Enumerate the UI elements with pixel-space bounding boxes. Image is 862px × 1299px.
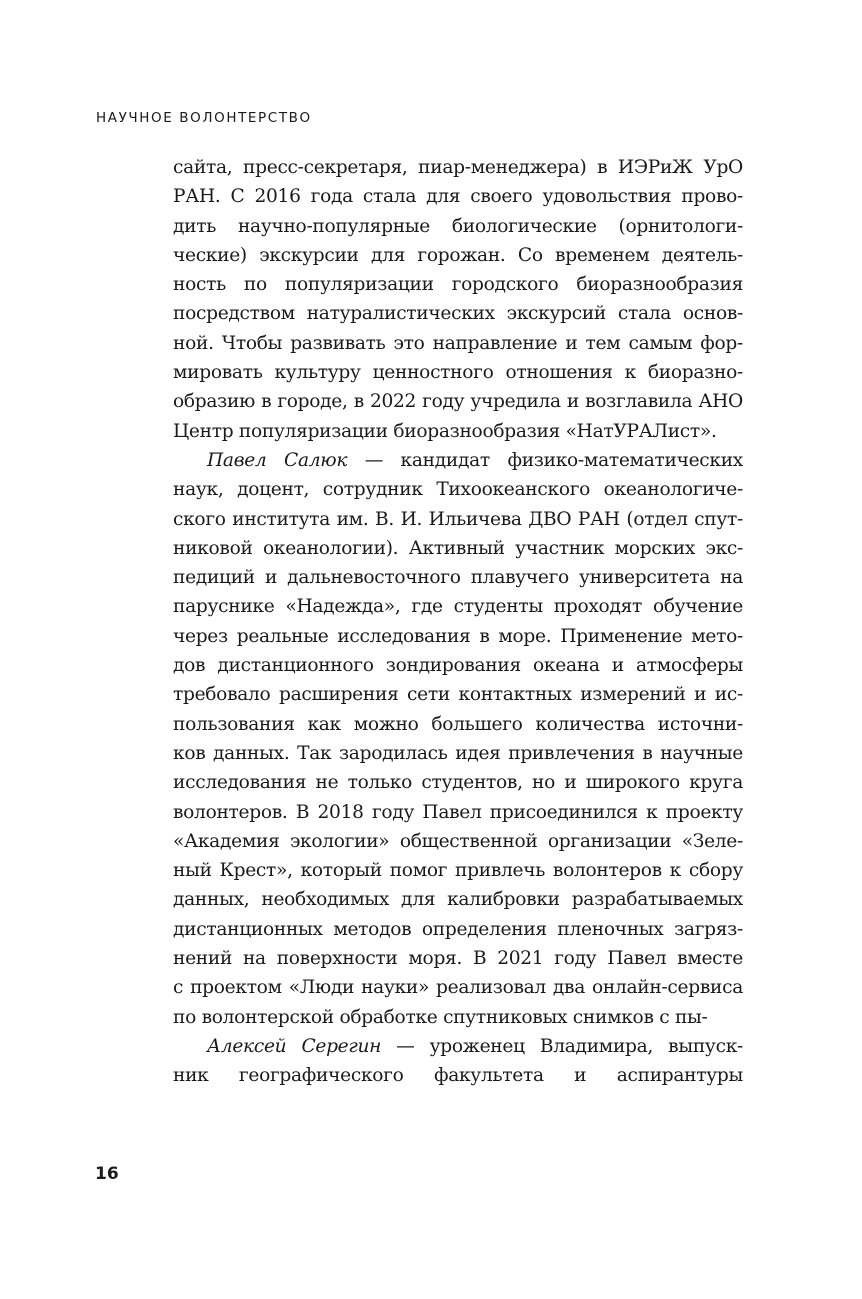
author-name: Павел Салюк [207, 449, 348, 471]
author-name: Алексей Серегин [207, 1035, 382, 1057]
text-line: нений на поверхности моря. В 2021 году Павел вместе [173, 948, 743, 970]
text-line: волонтеров. В 2018 году Павел присоединился к проекту [173, 801, 743, 823]
text-line: никовой океанологии). Активный участник морских экс- [173, 537, 743, 559]
page-number: 16 [95, 1164, 119, 1184]
text-fragment: — уроженец Владимира, выпуск- [381, 1035, 743, 1057]
text-line: ков данных. Так зародилась идея привлечения в научные [173, 742, 743, 764]
text-line: пользования как можно большего количества источни- [173, 713, 743, 735]
text-line: по волонтерской обработке спутниковых снимков с пы- [173, 1006, 708, 1028]
text-line: наук, доцент, сотрудник Тихоокеанского океанологиче- [173, 479, 743, 501]
text-line: ный Крест», который помог привлечь волонтеров к сбору [173, 860, 743, 882]
text-line: с проектом «Люди науки» реализовал два онлайн-сервиса [173, 977, 743, 999]
body-text [173, 153, 743, 1091]
text-line: исследования не только студентов, но и широкого круга [173, 772, 743, 794]
text-line: посредством натуралистических экскурсий стала основ- [173, 303, 743, 325]
text-line: дить научно-популярные биологические (орнитологи- [173, 215, 743, 237]
text-line: паруснике «Надежда», где студенты проходят обучение [173, 596, 743, 618]
paragraph-first-line [173, 446, 743, 475]
text-line: ной. Чтобы развивать это направление и тем самым фор- [173, 332, 743, 354]
text-line: данных, необходимых для калибровки разрабатываемых [173, 889, 743, 911]
text-line: РАН. С 2016 года стала для своего удовольствия прово- [173, 186, 743, 208]
text-line: «Академия экологии» общественной организации «Зеле- [173, 830, 743, 852]
text-line: Центр популяризации биоразнообразия «НатУРАЛист». [173, 420, 717, 442]
text-line: через реальные исследования в море. Применение мето- [173, 625, 743, 647]
text-line: ность по популяризации городского биоразнообразия [173, 274, 743, 296]
text-line: дов дистанционного зондирования океана и атмосферы [173, 655, 743, 677]
text-line: сайта, пресс-секретаря, пиар-менеджера) в ИЭРиЖ УрО [173, 157, 743, 178]
text-line: дистанционных методов определения пленочных загряз- [173, 918, 743, 940]
text-line: педиций и дальневосточного плавучего университета на [173, 567, 743, 589]
text-line: ник географического факультета и аспирантуры [173, 1065, 743, 1087]
text-line: ского института им. В. И. Ильичева ДВО РАН (отдел спут- [173, 508, 743, 530]
text-fragment: — кандидат физико-математических [347, 449, 743, 471]
text-line: образию в городе, в 2022 году учредила и возглавила АНО [173, 391, 743, 413]
text-line: мировать культуру ценностного отношения к биоразно- [173, 362, 743, 384]
text-line: требовало расширения сети контактных измерений и ис- [173, 684, 743, 706]
running-head: НАУЧНОЕ ВОЛОНТЕРСТВО [96, 110, 312, 126]
text-line: ческие) экскурсии для горожан. Со временем деятель- [173, 244, 743, 266]
paragraph-first-line [173, 1032, 743, 1061]
